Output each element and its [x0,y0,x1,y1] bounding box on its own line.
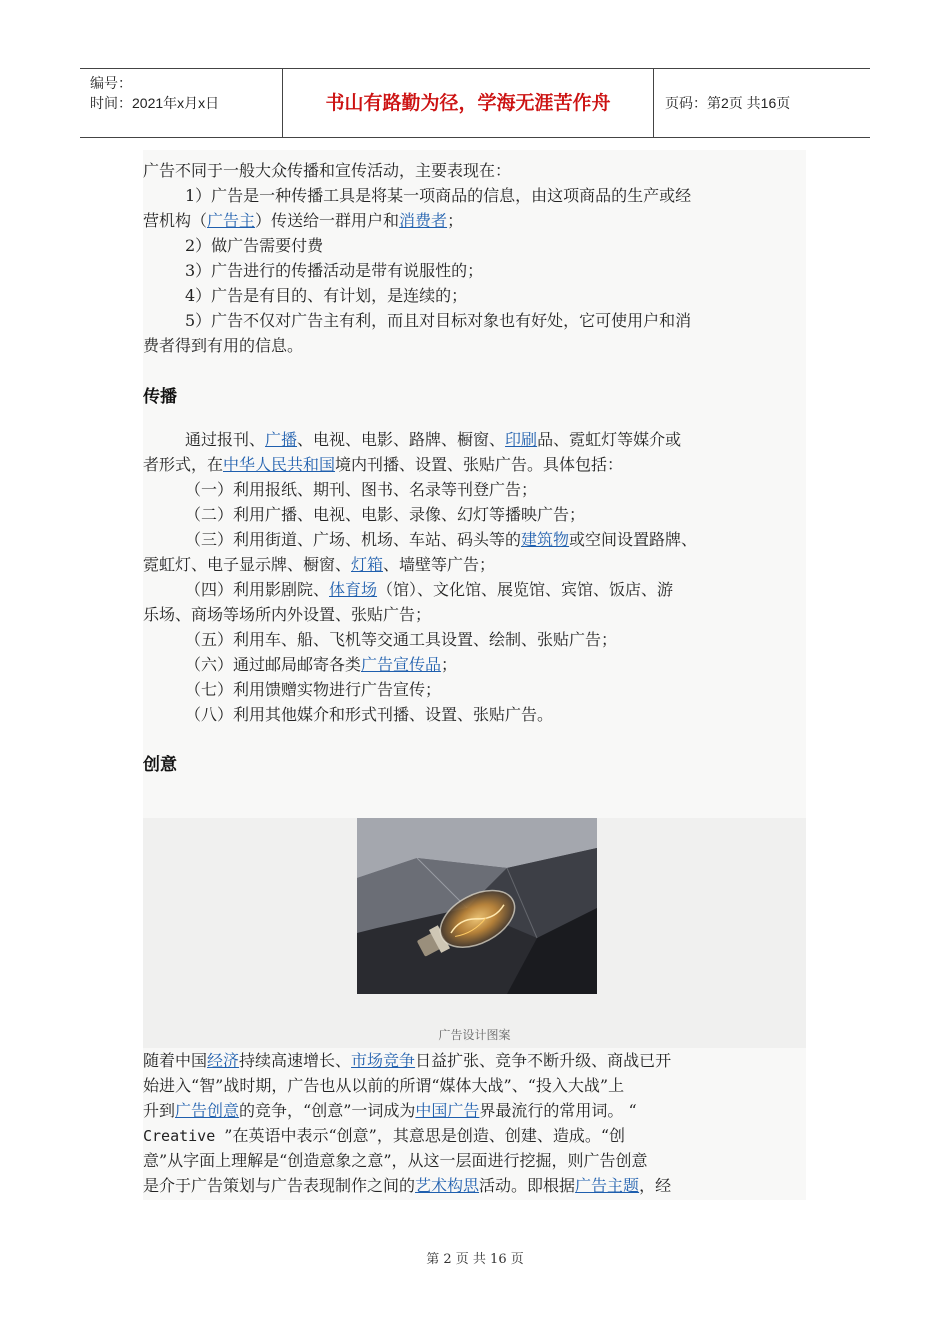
link-lightbox[interactable]: 灯箱 [351,555,384,574]
lightbulb-illustration [357,818,597,994]
text-run: 霓虹灯、电子显示牌、橱窗、 [143,555,352,574]
text-run: 升到 [143,1101,176,1120]
text-run: 者形式，在 [143,455,224,474]
link-ad-theme[interactable]: 广告主题 [575,1176,640,1195]
text-run: 随着中国 [143,1051,208,1070]
image-caption: 广告设计图案 [438,1028,511,1042]
heading-spread: 传播 [143,387,177,407]
intro-item-5a: 5）广告不仅对广告主有利，而且对目标对象也有好处，它可使用户和消 [185,311,692,330]
header-motto: 书山有路勤为径，学海无涯苦作舟 [283,69,654,137]
link-economy[interactable]: 经济 [207,1051,240,1070]
text-run: 是介于广告策划与广告表现制作之间的 [143,1176,416,1195]
intro-item-1b [143,208,806,233]
link-broadcast[interactable]: 广播 [265,430,298,449]
spread-line-1 [143,427,848,452]
spread-item-3b [143,552,806,577]
text-run: 、电视、电影、路牌、橱窗、 [297,430,506,449]
text-run: ； [447,211,464,230]
text-run: ； [441,655,458,674]
link-building[interactable]: 建筑物 [521,530,570,549]
code-label: 编号： [90,75,132,91]
idea-line-3 [143,1098,806,1123]
spread-item-1: （一）利用报纸、期刊、图书、名录等刊登广告； [185,480,538,499]
text-run: （馆）、文化馆、展览馆、宾馆、饭店、游 [377,580,674,599]
link-consumer[interactable]: 消费者 [399,211,448,230]
intro-line: 广告不同于一般大众传播和宣传活动，主要表现在： [143,161,512,180]
link-ad-materials[interactable]: 广告宣传品 [361,655,442,674]
spread-item-6 [143,652,848,677]
text-run: 界最流行的常用词。 “ [479,1101,637,1120]
idea-line-4 [143,1123,806,1149]
text-run: 活动。即根据 [479,1176,576,1195]
page-header [80,68,870,138]
spread-item-3 [143,527,848,552]
heading-idea: 创意 [143,755,177,775]
idea-line-6 [143,1173,806,1198]
link-market-competition[interactable]: 市场竞争 [351,1051,416,1070]
date-label: 时间：2021年x月x日 [90,95,220,111]
lightbulb-image [357,818,597,994]
text-run: （四）利用影剧院、 [185,580,330,599]
spread-item-4b: 乐场、商场等场所内外设置、张贴广告； [143,605,432,624]
spread-line-2 [143,452,806,477]
text-run: 持续高速增长、 [239,1051,352,1070]
link-china-advertising[interactable]: 中国广告 [415,1101,480,1120]
text-run: ”在英语中表示“创意”，其意思是创造、创建、造成。“创 [224,1126,626,1145]
link-print[interactable]: 印刷 [505,430,538,449]
idea-line-1 [143,1048,806,1073]
text-run: 境内刊播、设置、张贴广告。具体包括： [335,455,624,474]
text-run: 通过报刊、 [185,430,266,449]
text-run: Creative [143,1127,225,1145]
link-stadium[interactable]: 体育场 [329,580,378,599]
text-run: 或空间设置路牌、 [569,530,698,549]
link-advertiser[interactable]: 广告主 [207,211,256,230]
spread-item-5: （五）利用车、船、飞机等交通工具设置、绘制、张贴广告； [185,630,618,649]
link-ad-creativity[interactable]: 广告创意 [175,1101,240,1120]
spread-item-8: （八）利用其他媒介和形式刊播、设置、张贴广告。 [185,705,554,724]
link-art-concept[interactable]: 艺术构思 [415,1176,480,1195]
intro-item-4: 4）广告是有目的、有计划，是连续的； [185,286,468,305]
text-run: 品、霓虹灯等媒介或 [537,430,682,449]
text-run: 、墙壁等广告； [383,555,496,574]
text-run: 日益扩张、竞争不断升级、商战已开 [415,1051,672,1070]
idea-line-2: 始进入“智”战时期，广告也从以前的所谓“媒体大战”、“投入大战”上 [143,1076,625,1095]
spread-item-4 [143,577,848,602]
text-run: （六）通过邮局邮寄各类 [185,655,362,674]
link-prc[interactable]: 中华人民共和国 [223,455,336,474]
text-run: （三）利用街道、广场、机场、车站、码头等的 [185,530,522,549]
page-footer: 第 2 页 共 16 页 [426,1252,524,1267]
text-run: ）传送给一群用户和 [255,211,400,230]
intro-item-1a: 1）广告是一种传播工具是将某一项商品的信息，由这项商品的生产或经 [185,186,692,205]
text-run: 的竞争，“创意”一词成为 [239,1101,416,1120]
intro-item-3: 3）广告进行的传播活动是带有说服性的； [185,261,484,280]
intro-item-5b: 费者得到有用的信息。 [143,336,304,355]
spread-item-2: （二）利用广播、电视、电影、录像、幻灯等播映广告； [185,505,586,524]
intro-item-2: 2）做广告需要付费 [185,236,324,255]
idea-line-5: 意”从字面上理解是“创造意象之意”，从这一层面进行挖掘，则广告创意 [143,1151,648,1170]
text-run: ，经 [639,1176,672,1195]
header-page-info: 页码：第2页 共16页 [665,95,791,111]
spread-item-7: （七）利用馈赠实物进行广告宣传； [185,680,442,699]
header-meta [80,69,283,137]
document-body [143,150,806,1200]
text-run: 营机构（ [143,211,208,230]
